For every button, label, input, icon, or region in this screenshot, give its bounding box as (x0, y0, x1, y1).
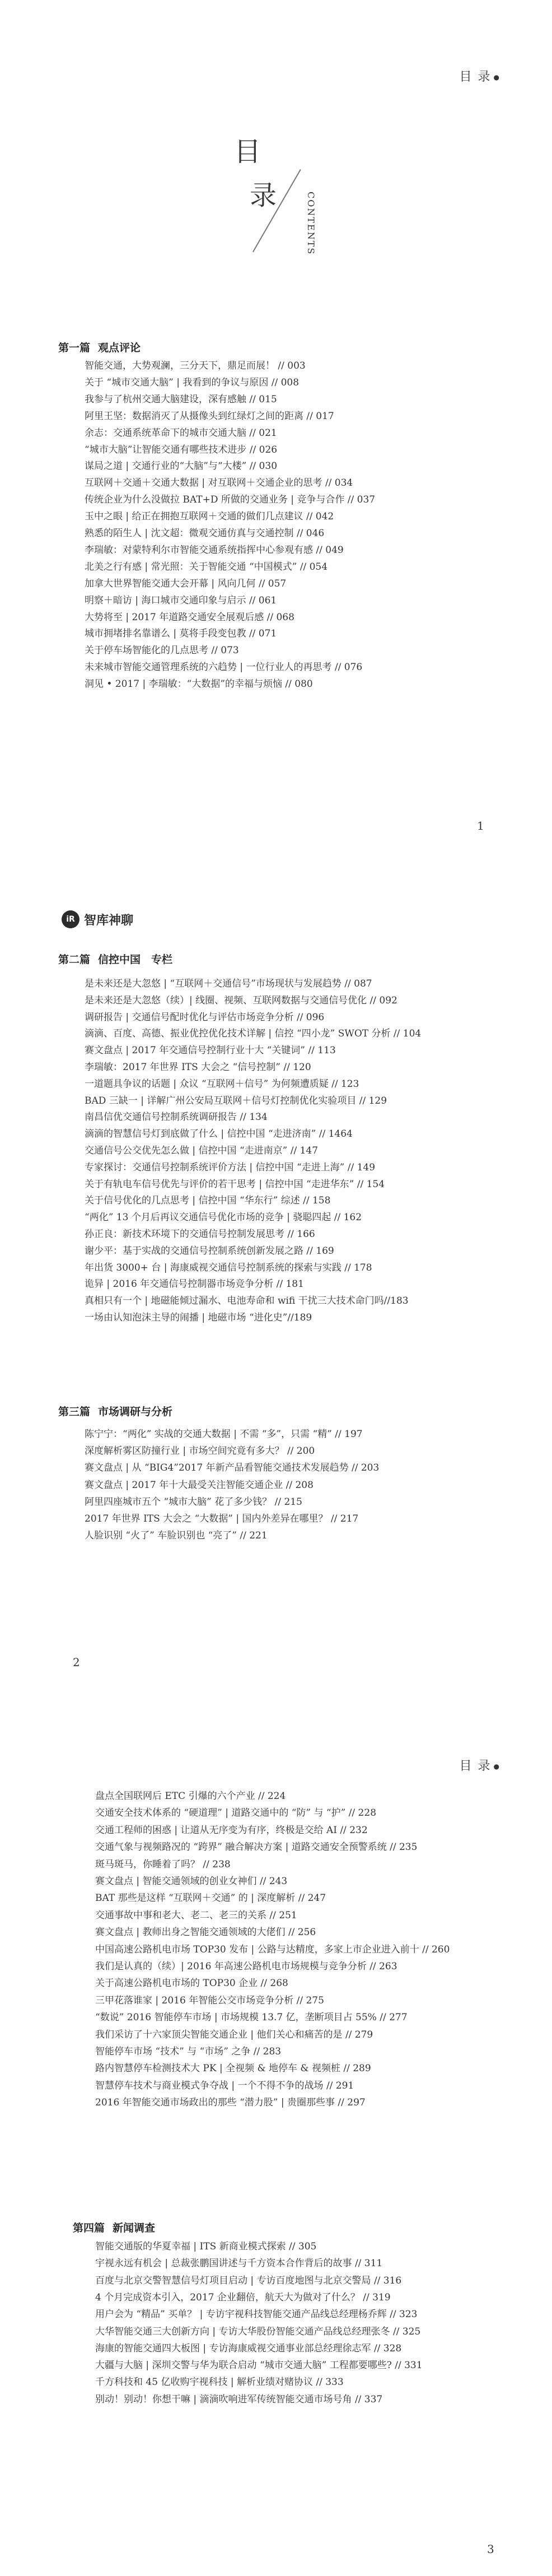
toc-entry[interactable]: 斑马斑马，你睡着了吗？ // 238 (95, 1858, 231, 1870)
toc-page-1 (0, 0, 552, 857)
toc-entry[interactable]: 互联网＋交通＋交通大数据 | 对互联网＋交通企业的思考 // 034 (85, 477, 353, 489)
toc-entry[interactable]: 交通气象与视频路况的 “跨界” 融合解决方案 | 道路交通安全预警系统 // 235 (95, 1842, 418, 1853)
toc-entry[interactable]: 大疆与大脑 | 深圳交警与华为联合启动 “城市交通大脑” 工程都要哪些? // 331 (95, 2360, 423, 2372)
toc-entry[interactable]: 赛文盘点 | 从 “BIG4”2017 年新产品看智能交通技术发展趋势 // 203 (85, 1462, 380, 1474)
toc-entry[interactable]: 大势将至 | 2017 年道路交通安全展观后感 // 068 (85, 611, 294, 623)
toc-entry[interactable]: 李瑞敏：对蒙特利尔市智能交通系统指挥中心参观有感 // 049 (85, 544, 344, 556)
toc-entry[interactable]: 智能停车市场 “技术” 与 “市场” 之争 // 283 (95, 2046, 282, 2057)
toc-entry[interactable]: 年出货 3000+ 台 | 海康威视交通信号控制系统的探索与实践 // 178 (85, 1262, 372, 1273)
section-title: 观点评论 (98, 342, 141, 354)
toc-entry[interactable]: 诡异 | 2016 年交通信号控制器市场竞争分析 // 181 (85, 1278, 304, 1290)
toc-entry[interactable]: 赛文盘点 | 2017 年交通信号控制行业十大 “关键词” // 113 (85, 1045, 336, 1057)
header-label: 目 录 (459, 1759, 492, 1773)
toc-entry[interactable]: 陈宁宁：“两化” 实战的交通大数据 | 不需 “多”，只需 “精” // 197 (85, 1429, 363, 1440)
toc-entry[interactable]: 传统企业为什么没做拉 BAT+D 所做的交通业务 | 竞争与合作 // 037 (85, 494, 376, 506)
section-number: 第四篇 (73, 2222, 105, 2234)
toc-entry[interactable]: 三甲花落谁家 | 2016 年智能公交市场竞争分析 // 275 (95, 1994, 324, 2006)
section-number: 第二篇 (58, 954, 91, 966)
header-label: 目 录 (459, 70, 492, 84)
toc-entry[interactable]: 智能交通版的华夏幸福 | ITS 新商业模式探索 // 305 (95, 2241, 317, 2252)
toc-entry[interactable]: 我们采访了十六家顶尖智能交通企业 | 他们关心和痛苦的是 // 279 (95, 2029, 373, 2040)
section-title: 市场调研与分析 (98, 1406, 173, 1418)
toc-entry[interactable]: 调研报告 | 交通信号配时优化与评估市场竞争分析 // 096 (85, 1011, 325, 1023)
toc-entry[interactable]: 明察＋暗访 | 海口城市交通印象与启示 // 061 (85, 594, 277, 606)
toc-entry[interactable]: 谋局之道 | 交通行业的“大脑”与“大楼” // 030 (85, 461, 278, 472)
toc-entry[interactable]: 洞见 • 2017 | 李瑞敏：“大数据”的幸福与烦恼 // 080 (85, 678, 313, 690)
toc-entry[interactable]: 别动！别动！你想干嘛 | 滴滴吹响进军传统智能交通市场号角 // 337 (95, 2393, 383, 2405)
toc-entry[interactable]: 玉中之眼 | 给正在拥抱互联网＋交通的做们几点建议 // 042 (85, 511, 334, 523)
toc-entry[interactable]: 关于高速公路机电市场的 TOP30 企业 // 268 (95, 1978, 288, 1989)
toc-entry[interactable]: 滴滴、百度、高德、振业优控优化技术详解 | 信控 “四小龙” SWOT 分析 // 104 (85, 1028, 422, 1040)
toc-entry[interactable]: 人脸识别 “火了” 车脸识别也 “亮了” // 221 (85, 1530, 268, 1542)
toc-entry[interactable]: 百度与北京交警智慧信号灯项目启动 | 专访百度地图与北京交警局 // 316 (95, 2275, 402, 2286)
toc-entry[interactable]: 是未来还是大忽悠（续）| 线圈、视频、互联网数据与交通信号优化 // 092 (85, 994, 397, 1006)
toc-entry[interactable]: 我们是认真的（续）| 2016 年高速公路机电市场规模与竞争分析 // 263 (95, 1961, 397, 1972)
toc-entry[interactable]: 北美之行有感 | 常光照：关于智能交通 “中国模式” // 054 (85, 561, 328, 573)
toc-entry[interactable]: 专家探讨：交通信号控制系统评价方法 | 信控中国 “走进上海” // 149 (85, 1161, 376, 1173)
toc-entry[interactable]: 一道题具争议的话题 | 众议 “互联网＋信号” 为何频遭质疑 // 123 (85, 1078, 359, 1090)
section-3-heading (58, 1403, 172, 1419)
toc-entry[interactable]: 余志：交通系统革命下的城市交通大脑 // 021 (85, 427, 277, 439)
section-number: 第一篇 (58, 342, 91, 354)
title-char-lu: 录 (250, 180, 277, 211)
section-title: 新闻调查 (113, 2222, 156, 2234)
toc-entry[interactable]: 阿里四座城市五个 “城市大脑” 花了多少钱？ // 215 (85, 1496, 302, 1508)
toc-entry[interactable]: BAT 那些是这样 “互联网＋交通” 的 | 深度解析 // 247 (95, 1893, 326, 1904)
toc-entry[interactable]: 熟悉的陌生人 | 沈文超：微观交通仿真与交通控制 // 046 (85, 528, 325, 539)
toc-entry[interactable]: 赛文盘点 | 智能交通领域的创业女神们 // 243 (95, 1876, 288, 1887)
section-number: 第三篇 (58, 1406, 91, 1418)
toc-entry[interactable]: 海康的智能交通四大板图 | 专访海康威视交通事业部总经理徐志军 // 328 (95, 2342, 402, 2354)
toc-header (460, 67, 500, 85)
toc-entry[interactable]: 交通工程师的困惑 | 让道从无序变为有序，终极是交给 AI // 232 (95, 1824, 368, 1836)
toc-entry[interactable]: 李瑞敏：2017 年世界 ITS 大会之 “信号控制” // 120 (85, 1062, 311, 1073)
toc-entry[interactable]: 深度解析雾区防撞行业 | 市场空间究竟有多大？ // 200 (85, 1445, 315, 1457)
section-1-heading (58, 340, 141, 355)
brand-logo (62, 910, 133, 928)
toc-entry[interactable]: 智能交通，大势观澜，三分天下，鼎足而展！ // 003 (85, 360, 306, 371)
toc-entry[interactable]: BAD 三缺一 | 详解广州公安局互联网＋信号灯控制优化实验项目 // 129 (85, 1095, 387, 1106)
toc-entry[interactable]: 宇视永远有机会 | 总裁张鹏国讲述与千方资本合作背后的故事 // 311 (95, 2258, 383, 2270)
toc-entry[interactable]: 赛文盘点 | 教师出身之智能交通领域的大佬们 // 256 (95, 1927, 316, 1938)
page-number: 1 (477, 819, 484, 833)
toc-entry[interactable]: 赛文盘点 | 2017 年十大最受关注智能交通企业 // 208 (85, 1479, 314, 1491)
toc-entry[interactable]: 真相只有一个 | 地磁能倾过漏水、电池寿命和 wifi 干扰三大技术命门吗//183 (85, 1295, 409, 1307)
brand-name: 智库神聊 (84, 913, 134, 928)
toc-page-3 (0, 1714, 552, 2576)
toc-entry[interactable]: 未来城市智能交通管理系统的六趋势 | 一位行业人的再思考 // 076 (85, 662, 363, 673)
toc-entry[interactable]: 关于停车场智能化的几点思考 // 073 (85, 645, 239, 657)
toc-entry[interactable]: “两化” 13 个月后再议交通信号优化市场的竞争 | 骁聪四起 // 162 (85, 1212, 362, 1224)
toc-header (460, 1756, 500, 1774)
header-dot: ● (493, 1763, 500, 1770)
toc-page-2 (0, 857, 552, 1714)
toc-entry[interactable]: 千方科技和 45 亿收购宇视科技 | 解析业绩对赌协议 // 333 (95, 2377, 344, 2388)
brand-icon: iR (62, 910, 79, 928)
toc-entry[interactable]: 一场由认知泡沫主导的闹播 | 地磁市场 “进化史”//189 (85, 1312, 312, 1323)
title-char-mu: 目 (234, 136, 261, 168)
section-title: 信控中国 专栏 (98, 954, 173, 966)
toc-entry[interactable]: 滴滴的智慧信号灯到底做了什么 | 信控中国 “走进济南” // 1464 (85, 1128, 353, 1140)
page-number: 2 (73, 1656, 80, 1669)
contents-title (234, 130, 346, 276)
page-number: 3 (487, 2542, 494, 2556)
section-4-heading (73, 2220, 155, 2235)
toc-entry[interactable]: 阿里王坚：数据消灭了从摄像头到红绿灯之间的距离 // 017 (85, 410, 334, 422)
toc-entry[interactable]: 交通安全技术体系的 “硬道理” | 道路交通中的 “防” 与 “护” // 228 (95, 1807, 377, 1819)
toc-entry[interactable]: 孙正良：新技术环境下的交通信号控制发展思考 // 166 (85, 1229, 315, 1240)
toc-entry[interactable]: 交通信号公交优先怎么做 | 信控中国 “走进南京” // 147 (85, 1145, 319, 1156)
toc-entry[interactable]: 加拿大世界智能交通大会开幕 | 风向几何 // 057 (85, 578, 287, 589)
toc-entry[interactable]: 2017 年世界 ITS 大会之 “大数据” | 国内外差异在哪里？ // 217 (85, 1513, 359, 1524)
toc-entry[interactable]: 关于 “城市交通大脑” | 我看到的争议与原因 // 008 (85, 376, 300, 388)
toc-entry[interactable]: 盘点全国联网后 ETC 引爆的六个产业 // 224 (95, 1791, 286, 1802)
toc-entry[interactable]: 中国高速公路机电市场 TOP30 发布 | 公路与达精度，多家上市企业进入前十 // 260 (95, 1943, 450, 1955)
toc-entry[interactable]: “数说” 2016 智能停车市场 | 市场规模 13.7 亿，垄断项目占 55% // 277 (95, 2012, 408, 2024)
toc-entry[interactable]: 2016 年智能交通市场政出的那些 “潜力股” | 贵圈那些事 // 297 (95, 2097, 366, 2109)
header-dot: ● (493, 73, 500, 81)
toc-entry[interactable]: 关于有轨电车信号优先与评价的若干思考 | 信控中国 “走进华东” // 154 (85, 1178, 385, 1190)
toc-entry[interactable]: 谢少平：基于实战的交通信号控制系统创新发展之路 // 169 (85, 1245, 334, 1257)
toc-entry[interactable]: 我参与了杭州交通大脑建设，深有感触 // 015 (85, 393, 277, 405)
section-2-heading (58, 951, 172, 966)
toc-entry[interactable]: 交通事故中事和老大、老二、老三的关系 // 251 (95, 1909, 297, 1921)
toc-entry[interactable]: 智慧停车技术与商业模式争夺战 | 一个不得不争的战场 // 291 (95, 2080, 354, 2091)
toc-entry[interactable]: 城市拥堵排名靠谱么 | 莫将手段变包教 // 071 (85, 628, 277, 640)
toc-entry[interactable]: 南昌信优交通信号控制系统调研报告 // 134 (85, 1112, 268, 1123)
toc-entry[interactable]: “城市大脑”让智能交通有哪些技术进步 // 026 (85, 444, 278, 455)
toc-entry[interactable]: 用户会为 “精品” 买单？ | 专访宇视科技智能交通产品线总经理杨乔辉 // 323 (95, 2309, 418, 2321)
toc-entry[interactable]: 关于信号优化的几点思考 | 信控中国 “华东行” 综述 // 158 (85, 1195, 331, 1207)
toc-entry[interactable]: 路内智慧停车检测技术大 PK | 全视频 & 地停车 & 视频桩 // 289 (95, 2063, 371, 2075)
toc-entry[interactable]: 4 个月完成资本引入，2017 企业翻倍，航天大为做对了什么？ // 319 (95, 2291, 391, 2303)
toc-entry[interactable]: 是未来还是大忽悠 | “互联网＋交通信号”市场现状与发展趋势 // 087 (85, 978, 372, 989)
title-english: CONTENTS (306, 192, 316, 255)
toc-entry[interactable]: 大华智能交通三大创新方向 | 专访大华股份智能交通产品线总经理张冬 // 325 (95, 2326, 421, 2337)
